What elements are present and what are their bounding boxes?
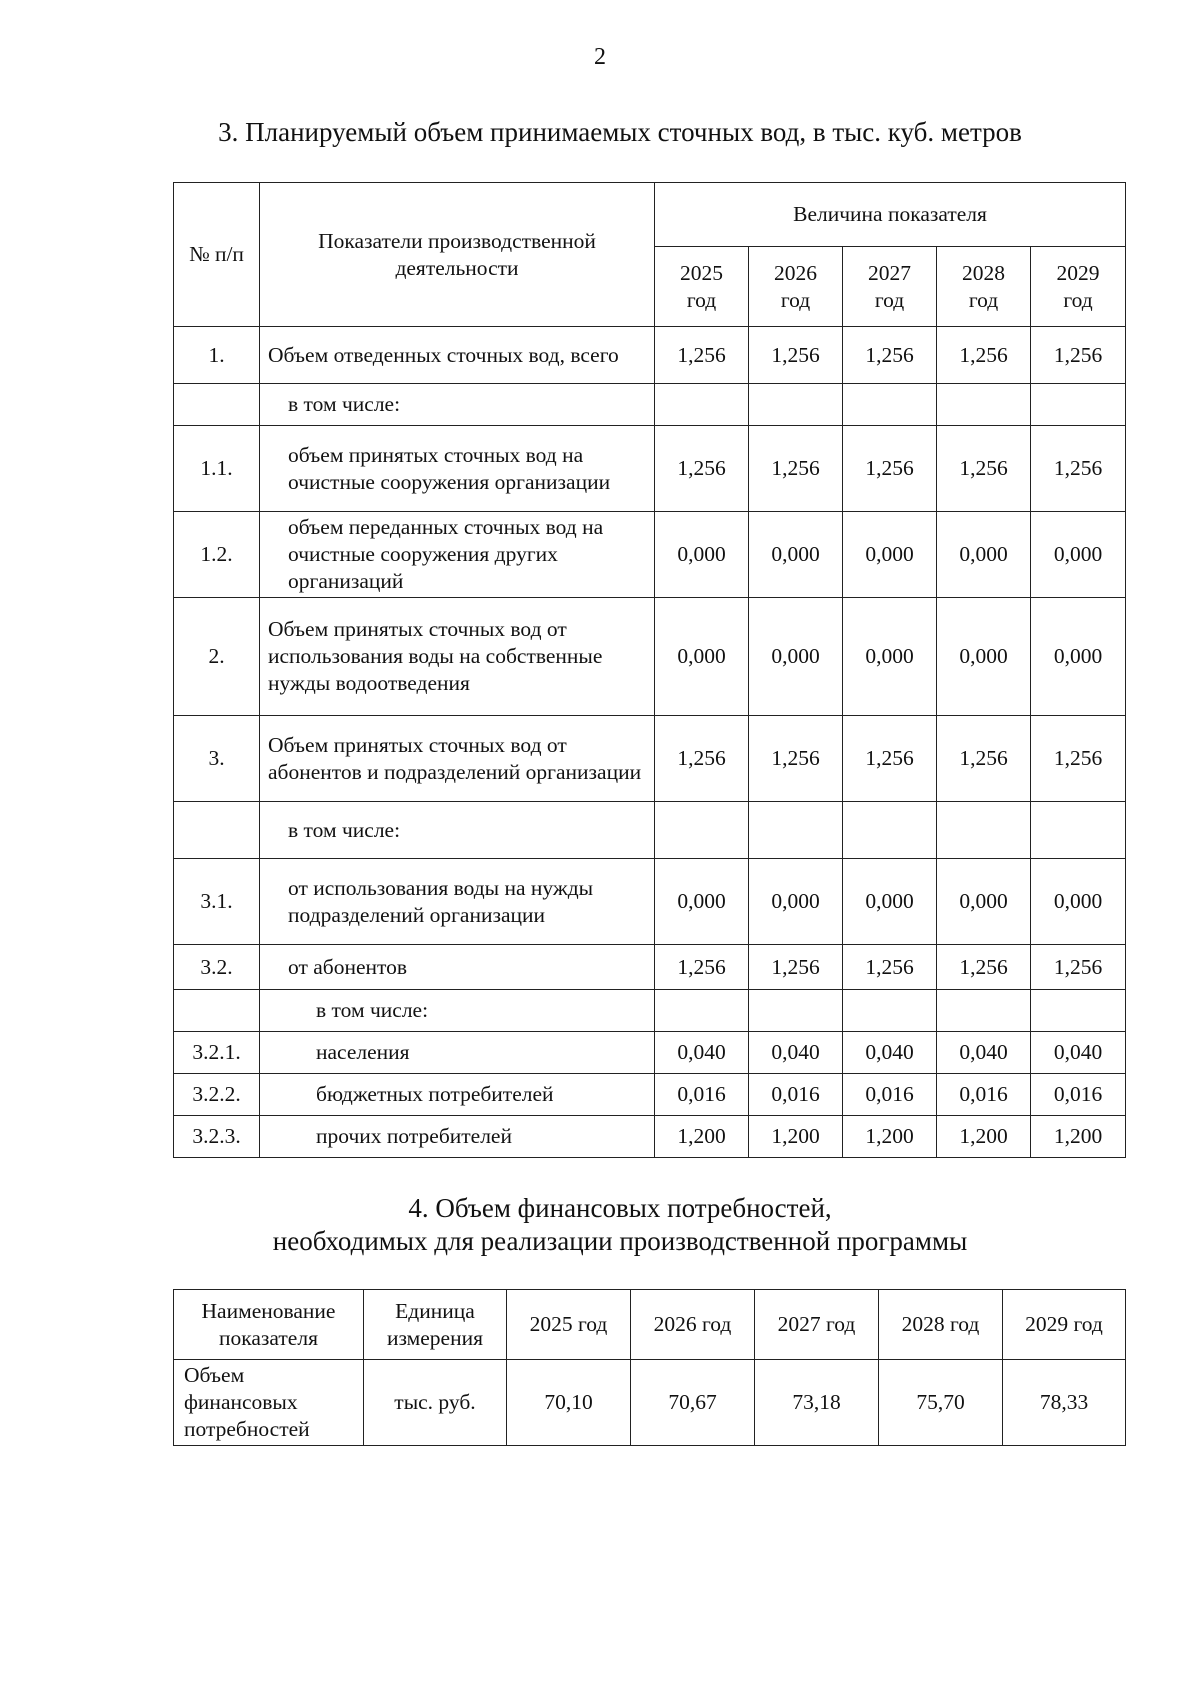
- row-value: 0,000: [1031, 859, 1126, 945]
- table-row: [174, 1074, 1126, 1116]
- row-value: 1,256: [843, 426, 937, 512]
- row-number: [174, 384, 260, 426]
- row-value: 0,040: [843, 1032, 937, 1074]
- row-value: [655, 384, 749, 426]
- row-label: населения: [260, 1032, 655, 1074]
- section4-title: [0, 1192, 1200, 1258]
- row-value: 1,256: [937, 426, 1031, 512]
- row-value: [655, 802, 749, 859]
- row-value: 1,256: [655, 716, 749, 802]
- row-label: Объем принятых сточных вод от абонентов и подразделений организации: [260, 716, 655, 802]
- row-label: прочих потребителей: [260, 1116, 655, 1158]
- row-number: 2.: [174, 598, 260, 716]
- row-value: 1,256: [655, 327, 749, 384]
- row-value: 1,256: [843, 327, 937, 384]
- row-number: 3.1.: [174, 859, 260, 945]
- row-value: 0,000: [655, 512, 749, 598]
- header-value-group: Величина показателя: [655, 183, 1126, 247]
- page-number: 2: [594, 44, 606, 70]
- row-value: 1,256: [655, 945, 749, 990]
- row-number: 3.2.: [174, 945, 260, 990]
- fin-row-value: 73,18: [755, 1360, 879, 1446]
- row-value: 1,256: [655, 426, 749, 512]
- financial-needs-table: [173, 1289, 1126, 1446]
- row-number: 1.2.: [174, 512, 260, 598]
- row-value: 0,000: [749, 512, 843, 598]
- row-value: 0,000: [937, 598, 1031, 716]
- row-value: 1,256: [1031, 716, 1126, 802]
- fin-header-cell: Наименование показателя: [174, 1290, 364, 1360]
- row-value: [937, 802, 1031, 859]
- row-value: 0,000: [655, 859, 749, 945]
- header-year: 2026 год: [749, 247, 843, 327]
- row-value: 1,200: [655, 1116, 749, 1158]
- row-value: 1,256: [749, 426, 843, 512]
- row-number: 3.2.2.: [174, 1074, 260, 1116]
- row-value: 0,040: [1031, 1032, 1126, 1074]
- fin-header-cell: 2028 год: [879, 1290, 1003, 1360]
- row-value: 1,256: [749, 945, 843, 990]
- row-value: 0,000: [1031, 598, 1126, 716]
- table-row: [174, 859, 1126, 945]
- fin-row-value: 70,67: [631, 1360, 755, 1446]
- header-year: 2027 год: [843, 247, 937, 327]
- fin-row-value: 78,33: [1003, 1360, 1126, 1446]
- row-value: [749, 802, 843, 859]
- row-label: в том числе:: [260, 802, 655, 859]
- fin-header-cell: 2027 год: [755, 1290, 879, 1360]
- table-row: [174, 426, 1126, 512]
- row-value: [749, 990, 843, 1032]
- table-row: [174, 512, 1126, 598]
- row-value: 1,256: [749, 716, 843, 802]
- row-value: 0,000: [843, 598, 937, 716]
- row-value: 0,000: [655, 598, 749, 716]
- row-value: [843, 802, 937, 859]
- fin-row-label: Объем финансовых потребностей: [174, 1360, 364, 1446]
- row-value: [1031, 990, 1126, 1032]
- row-value: 0,000: [937, 859, 1031, 945]
- row-value: 0,000: [843, 859, 937, 945]
- row-value: 1,256: [843, 716, 937, 802]
- row-number: [174, 990, 260, 1032]
- row-value: 0,040: [749, 1032, 843, 1074]
- table-body: [174, 327, 1126, 1158]
- row-value: 1,200: [1031, 1116, 1126, 1158]
- fin-row-value: 70,10: [507, 1360, 631, 1446]
- header-num: № п/п: [174, 183, 260, 327]
- table-row: [174, 802, 1126, 859]
- table-row: [174, 598, 1126, 716]
- row-value: 1,200: [937, 1116, 1031, 1158]
- row-value: [843, 384, 937, 426]
- section4-title-line2: необходимых для реализации производственной программы: [272, 1226, 968, 1256]
- row-value: 0,016: [937, 1074, 1031, 1116]
- row-value: 1,256: [937, 327, 1031, 384]
- table-row: [174, 1116, 1126, 1158]
- row-label: от использования воды на нужды подразделений организации: [260, 859, 655, 945]
- header-year: 2025 год: [655, 247, 749, 327]
- row-label: объем переданных сточных вод на очистные сооружения других организаций: [260, 512, 655, 598]
- table-row: [174, 990, 1126, 1032]
- table-row: [174, 384, 1126, 426]
- row-value: [1031, 384, 1126, 426]
- row-value: 1,256: [937, 716, 1031, 802]
- row-value: 1,256: [1031, 945, 1126, 990]
- table-row: [174, 716, 1126, 802]
- table-row: [174, 327, 1126, 384]
- row-label: в том числе:: [260, 990, 655, 1032]
- row-value: 1,256: [937, 945, 1031, 990]
- row-value: 1,200: [843, 1116, 937, 1158]
- row-number: 3.2.1.: [174, 1032, 260, 1074]
- row-number: 3.: [174, 716, 260, 802]
- row-value: 0,000: [937, 512, 1031, 598]
- section3-title: 3. Планируемый объем принимаемых сточных вод, в тыс. куб. метров: [218, 117, 1022, 147]
- row-value: [749, 384, 843, 426]
- header-year: 2028 год: [937, 247, 1031, 327]
- row-value: 0,000: [749, 859, 843, 945]
- header-year: 2029 год: [1031, 247, 1126, 327]
- row-value: 0,016: [655, 1074, 749, 1116]
- wastewater-volume-table: [173, 182, 1126, 1158]
- row-value: 0,000: [749, 598, 843, 716]
- fin-header-cell: 2026 год: [631, 1290, 755, 1360]
- fin-row-value: 75,70: [879, 1360, 1003, 1446]
- row-value: [843, 990, 937, 1032]
- row-value: 1,200: [749, 1116, 843, 1158]
- row-value: 0,040: [937, 1032, 1031, 1074]
- table-row: [174, 945, 1126, 990]
- fin-header-cell: Единица измерения: [364, 1290, 507, 1360]
- row-label: Объем отведенных сточных вод, всего: [260, 327, 655, 384]
- row-value: [1031, 802, 1126, 859]
- fin-header-cell: 2029 год: [1003, 1290, 1126, 1360]
- row-value: 1,256: [1031, 327, 1126, 384]
- row-value: 0,000: [1031, 512, 1126, 598]
- table-row: [174, 1032, 1126, 1074]
- row-value: 0,016: [749, 1074, 843, 1116]
- row-label: от абонентов: [260, 945, 655, 990]
- row-value: [937, 384, 1031, 426]
- section4-title-line1: 4. Объем финансовых потребностей,: [408, 1193, 832, 1223]
- row-number: [174, 802, 260, 859]
- row-value: 0,016: [843, 1074, 937, 1116]
- row-label: в том числе:: [260, 384, 655, 426]
- row-number: 1.1.: [174, 426, 260, 512]
- row-label: объем принятых сточных вод на очистные сооружения организации: [260, 426, 655, 512]
- row-label: Объем принятых сточных вод от использования воды на собственные нужды водоотведения: [260, 598, 655, 716]
- row-value: 1,256: [1031, 426, 1126, 512]
- row-value: [655, 990, 749, 1032]
- row-number: 1.: [174, 327, 260, 384]
- row-value: 1,256: [843, 945, 937, 990]
- row-value: 0,016: [1031, 1074, 1126, 1116]
- row-label: бюджетных потребителей: [260, 1074, 655, 1116]
- row-value: 0,000: [843, 512, 937, 598]
- row-value: 1,256: [749, 327, 843, 384]
- row-value: [937, 990, 1031, 1032]
- row-value: 0,040: [655, 1032, 749, 1074]
- fin-row-unit: тыс. руб.: [364, 1360, 507, 1446]
- row-number: 3.2.3.: [174, 1116, 260, 1158]
- fin-header-cell: 2025 год: [507, 1290, 631, 1360]
- header-indicator: Показатели производственной деятельности: [260, 183, 655, 327]
